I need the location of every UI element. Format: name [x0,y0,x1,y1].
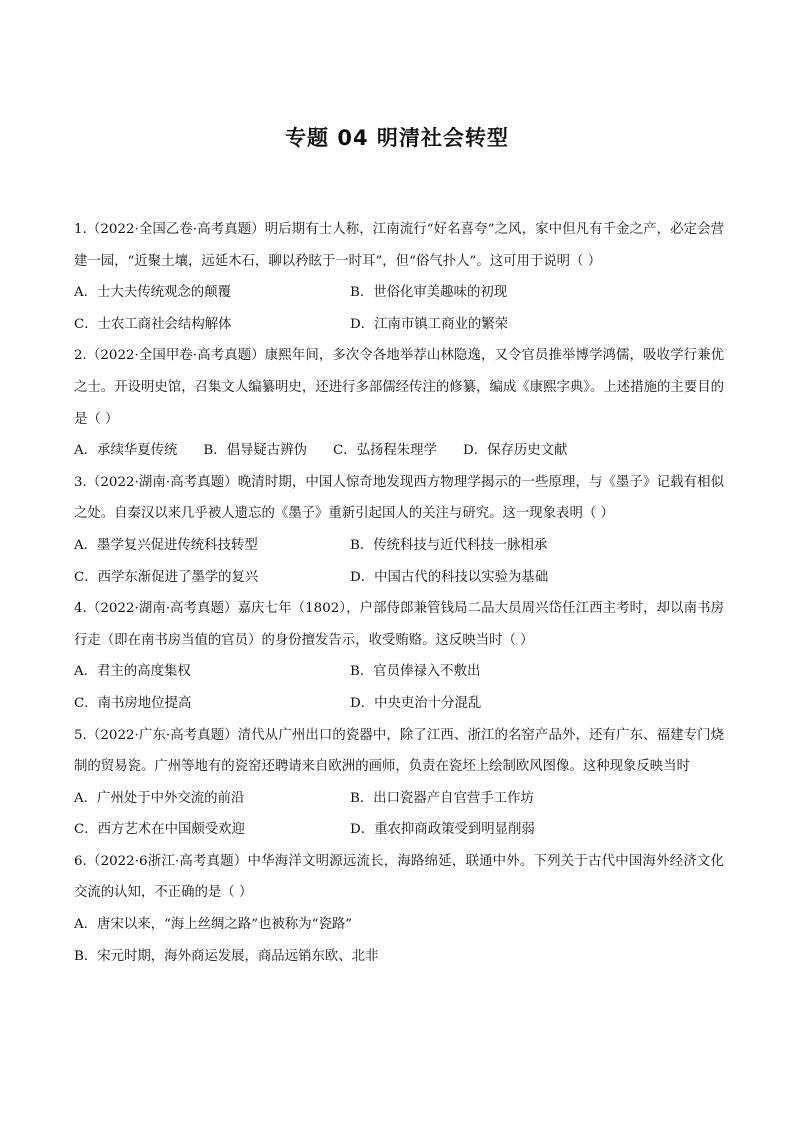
question-2 [74,340,724,466]
option-c: C．士农工商社会结构解体 [74,316,232,332]
option-b: B．出口瓷器产自官营手工作坊 [350,790,534,806]
question-4 [74,593,724,719]
option-b: B．官员俸禄入不敷出 [350,664,481,680]
options [74,656,724,719]
option-c: C．西方艺术在中国颇受欢迎 [74,822,245,838]
options [74,530,724,593]
option-a: A．君主的高度集权 [74,664,191,680]
options [74,277,724,340]
option-d: D．江南市镇工商业的繁荣 [350,316,509,332]
question-stem: 6.（2022·6浙江·高考真题）中华海洋文明源远流长，海路绵延，联通中外。下列关于古代中国海外经济文化交流的认知，不正确的是（ ） [74,853,724,901]
options [74,783,724,846]
question-1 [74,214,724,340]
option-c: C．南书房地位提高 [74,695,192,711]
page-title: 专题 04 明清社会转型 [285,126,509,150]
option-b: B．世俗化审美趣味的初现 [350,285,508,301]
question-stem: 1.（2022·全国乙卷·高考真题）明后期有士人称，江南流行“好名喜夸”之风，家中但凡有千金之产，必定会营建一园，“近聚土壤，远延木石，聊以矜眩于一时耳”，但“俗气扑人”。这可用于说明（ ） [74,222,724,269]
options [74,435,724,467]
option-b: B．倡导疑古辨伪 [203,443,307,459]
question-list [74,214,724,972]
option-d: D．中央吏治十分混乱 [350,695,482,711]
option-a: A．唐宋以来，“海上丝绸之路”也被称为“瓷路” [74,917,353,933]
question-stem: 2.（2022·全国甲卷·高考真题）康熙年间，多次令各地举荐山林隐逸，又令官员推举博学鸿儒，吸收学行兼优之士。开设明史馆，召集文人编纂明史，还进行多部儒经传注的修纂，编成《康熙字典》。上述措施的主要目的是（ ） [74,348,724,427]
option-b: B．传统科技与近代科技一脉相承 [350,537,548,553]
question-stem: 5.（2022·广东·高考真题）清代从广州出口的瓷器中，除了江西、浙江的名窑产品外，还有广东、福建专门烧制的贸易瓷。广州等地有的瓷窑还聘请来自欧洲的画师，负责在瓷坯上绘制欧风图像。这种现象反映当时 [74,727,724,775]
question-stem: 4.（2022·湖南·高考真题）嘉庆七年（1802），户部侍郎兼管钱局二品大员周兴岱任江西主考时，却以南书房行走（即在南书房当值的官员）的身份擅发告示，收受贿赂。这反映当时（ ） [74,601,724,648]
option-c: C．西学东渐促进了墨学的复兴 [74,569,259,585]
option-a: A．广州处于中外交流的前沿 [74,790,245,806]
question-6 [74,846,724,972]
option-c: C．弘扬程朱理学 [332,443,437,459]
question-3 [74,467,724,593]
option-d: D．保存历史文献 [462,443,568,459]
question-stem: 3.（2022·湖南·高考真题）晚清时期，中国人惊奇地发现西方物理学揭示的一些原理，与《墨子》记载有相似之处。自秦汉以来几乎被人遗忘的《墨子》重新引起国人的关注与研究。这一现象表明（ ） [74,474,724,522]
option-d: D．重农抑商政策受到明显削弱 [350,822,535,838]
option-a: A．墨学复兴促进传统科技转型 [74,537,258,553]
option-a: A．士大夫传统观念的颠覆 [74,285,231,301]
question-5 [74,720,724,846]
option-b: B．宋元时期，海外商运发展，商品远销东欧、北非 [74,948,379,964]
option-a: A．承续华夏传统 [74,443,178,459]
option-d: D．中国古代的科技以实验为基础 [350,569,549,585]
